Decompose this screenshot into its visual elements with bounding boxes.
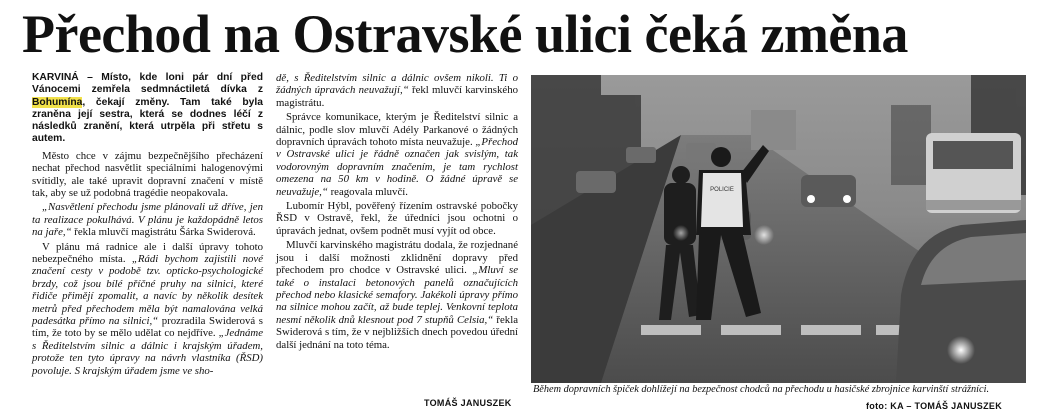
article-column-1: [32, 72, 263, 379]
paragraph: dě, s Ředitelstvím silnic a dálnic ovšem nikoli. Ti o žádných úpravách neuvažují,“ řekl mluvčí karvinského magistrátu.: [276, 72, 518, 109]
paragraph: Mluvčí karvinského magistrátu dodala, že rozjednané jsou i další možnosti zklidnění dopravy před přechodem pro chodce v Ostravské ulici. „Mluví se také o instalaci betonových panelů označujících přechod nebo klasické semafory. Jakékoli úpravy přímo na silnice mohou začít, až bude teplej. Venkovní teplota nesmí několik dnů klesnout pod 7 stupňů Celsia,“ řekla Swiderová s tím, že v nejbližších dnech povedou úřední další jednání na toto téma.: [276, 239, 518, 351]
byline: TOMÁŠ JANUSZEK: [424, 398, 512, 408]
paragraph: Lubomír Hýbl, pověřený řízením ostravské pobočky ŘSD v Ostravě, řekl, že úředníci jsou ochotni o úpravách jednat, ovšem podnět musí vyjít od obce.: [276, 200, 518, 237]
headline: Přechod na Ostravské ulici čeká změna: [22, 4, 908, 64]
bus: [926, 133, 1021, 213]
article-column-2: [276, 72, 518, 353]
photo-caption: Během dopravních špiček dohlížejí na bezpečnost chodců na přechodu u hasičské zbrojnice karvinští strážníci.: [533, 384, 990, 395]
lead-highlight: Bohumína: [32, 96, 83, 108]
photo-credit: foto: KA – TOMÁŠ JANUSZEK: [866, 401, 1003, 411]
paragraph: „Nasvětlení přechodu jsme plánovali už dříve, jen ta realizace pokulhává. V plánu je každopádně letos na jaře,“ řekla mluvčí magistrátu Šárka Swiderová.: [32, 201, 263, 239]
photo-illustration: [531, 75, 1026, 383]
crosswalk-stripes: [641, 325, 921, 335]
article-lead: KARVINÁ – Místo, kde loni pár dní před Vánocemi zemřela sedmnáctiletá dívka z Bohumína, čekají změny. Tam také byla zraněna její sestra, která se dodnes léčí z následků zranění, která utrpěla při střetu s autem.: [32, 72, 263, 145]
paragraph: V plánu má radnice ale i další úpravy tohoto nebezpečného místa. „Rádi bychom zajistili nové značení cesty v podobě tzv. opticko-psychologické brzdy, což jsou bílé příčné pruhy na silnici, které řidiče přimějí zpomalit, a navíc by několik desítek metrů před přechodem měla být namalována velká padesátka přímo na silnici,“ prozradila Swiderová s tím, že toto by se mělo udělat co nejdříve. „Jednáme s Ředitelstvím silnic a dálnic i krajským úřadem, protože ten tyto úpravy na návrh vlastníka (ŘSD) povoluje. S krajským úřadem jsme ve sho-: [32, 240, 263, 377]
vest-text: POLICIE: [710, 187, 734, 193]
paragraph: Město chce v zájmu bezpečnějšího přecházení nechat přechod nasvětlit speciálními halogenovými svítidly, ale také upravit dopravní značení v místě tak, aby se už podobná tragédie neopakovala.: [32, 149, 263, 199]
news-photo: [531, 75, 1026, 383]
paragraph: Správce komunikace, kterým je Ředitelství silnic a dálnic, podle slov mluvčí Adély Parkanové o žádných dopravních úpravách tohoto místa neuvažuje. „Přechod v Ostravské ulici je řádně označen jak svislým, tak vodorovným dopravním značením, je tam rychlost omezena na 50 km v hodině. O žádné úpravě se neuvažuje,“ reagovala mluvčí.: [276, 111, 518, 198]
